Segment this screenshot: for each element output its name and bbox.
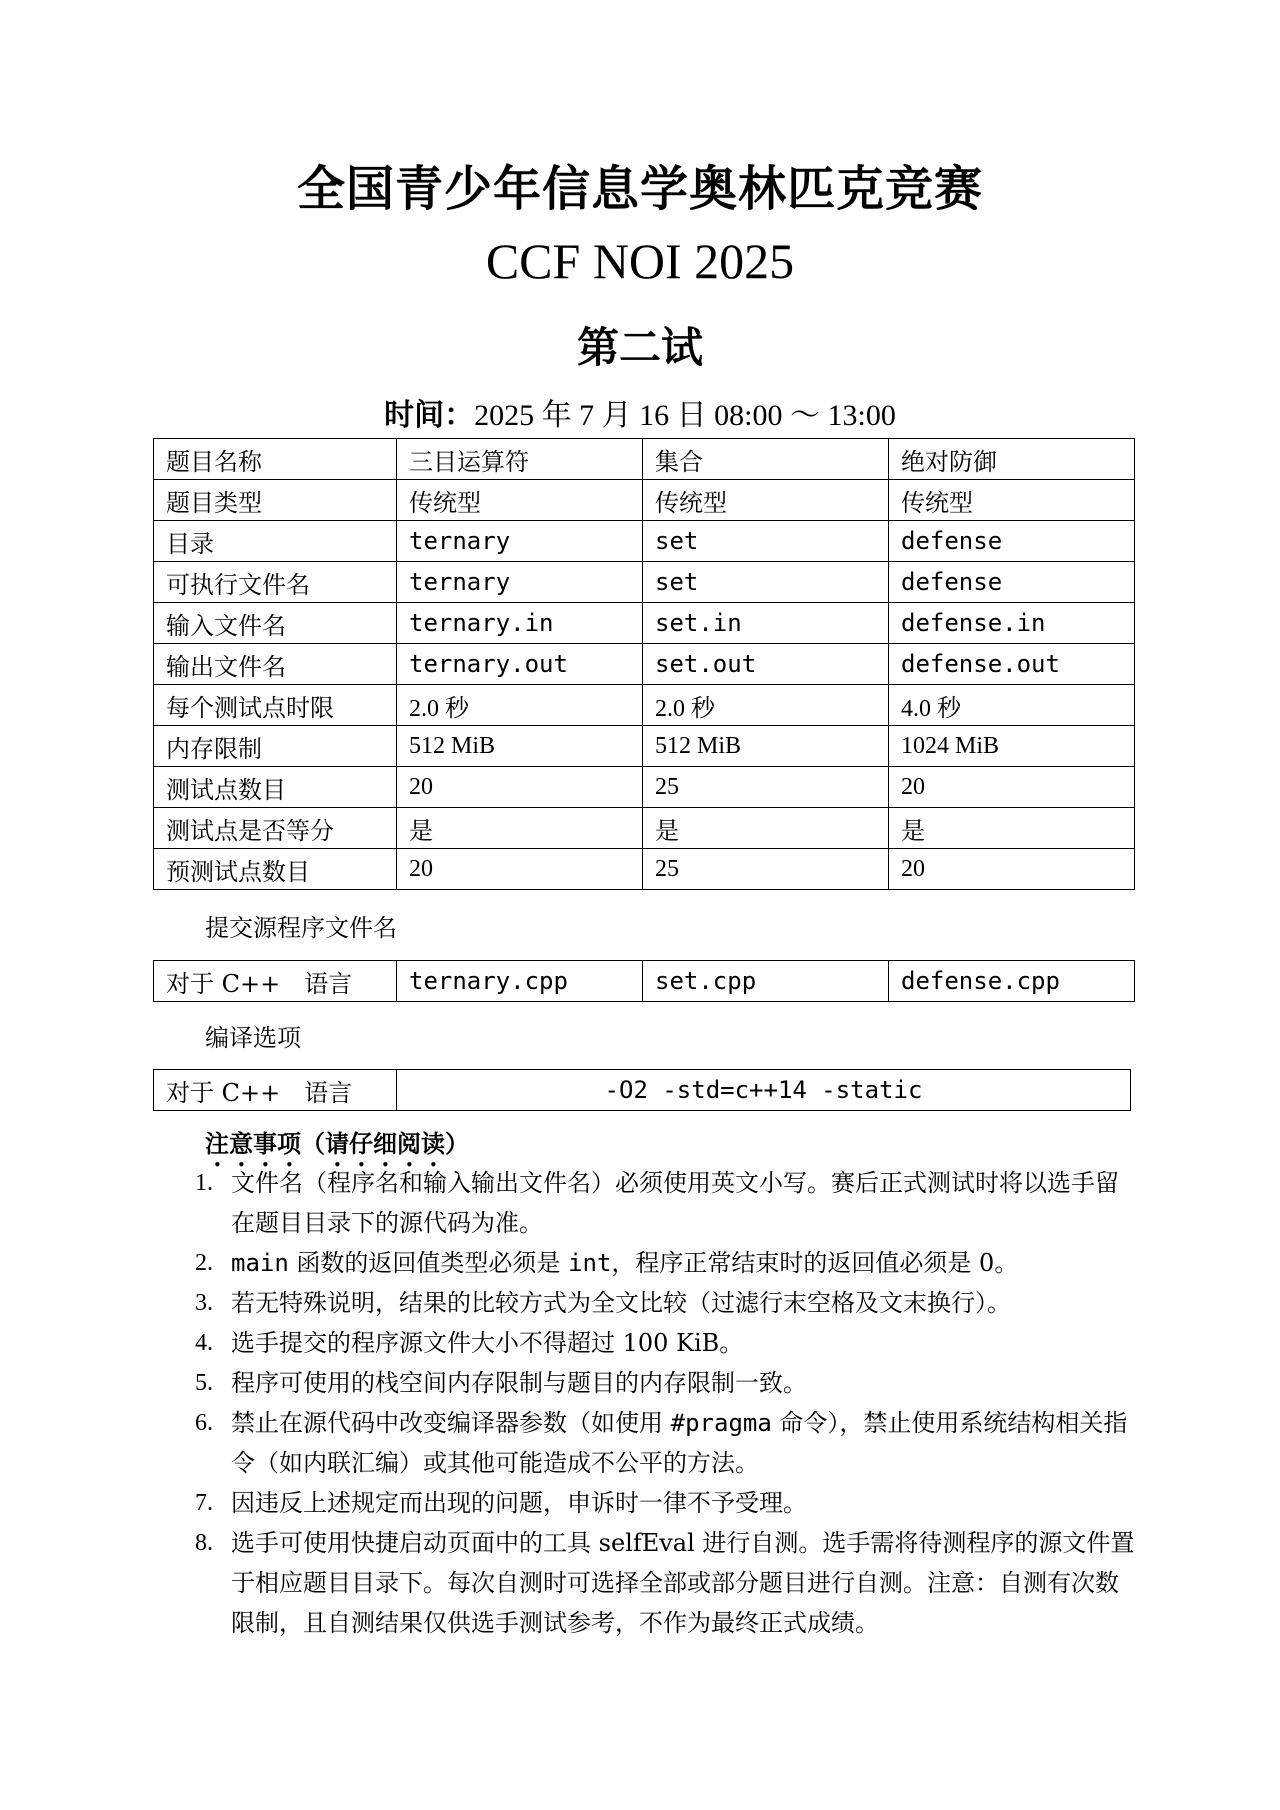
item-text: 因违反上述规定而出现的问题，申诉时一律不予受理。 (231, 1489, 807, 1517)
item-text: 选手提交的程序源文件大小不得超过 100 KiB。 (231, 1329, 744, 1357)
submit-file-set: set.cpp (643, 961, 889, 1002)
row-label: 题目名称 (154, 439, 397, 480)
item-number: 3. (195, 1290, 213, 1316)
row-label: 内存限制 (154, 726, 397, 767)
item-number: 1. (195, 1170, 213, 1196)
list-item (195, 1243, 1135, 1283)
item-text: 程序可使用的栈空间内存限制与题目的内存限制一致。 (231, 1369, 807, 1397)
item-number: 5. (195, 1370, 213, 1396)
round-title: 第二试 (576, 323, 703, 372)
compile-options-table (153, 1069, 1131, 1111)
problem-info-table (153, 438, 1135, 890)
table-row (154, 480, 1135, 521)
notes-title-sub: （请仔细阅读） (301, 1130, 469, 1158)
submit-file-defense: defense.cpp (889, 961, 1135, 1002)
table-cell: 20 (889, 767, 1135, 808)
row-label: 测试点是否等分 (154, 808, 397, 849)
table-cell: 20 (397, 849, 643, 890)
table-row (154, 644, 1135, 685)
table-cell: 4.0 秒 (889, 685, 1135, 726)
item-text: 若无特殊说明，结果的比较方式为全文比较（过滤行末空格及文末换行）。 (231, 1289, 1011, 1317)
list-item (195, 1363, 1135, 1403)
table-cell: 2.0 秒 (643, 685, 889, 726)
table-cell: ternary (397, 521, 643, 562)
table-cell: 1024 MiB (889, 726, 1135, 767)
code-main: main (231, 1249, 289, 1277)
table-cell: set.out (643, 644, 889, 685)
table-cell: 集合 (643, 439, 889, 480)
item-text: 选手可使用快捷启动页面中的工具 selfEval 进行自测。选手需将待测程序的源文件置于相应题目目录下。每次自测时可选择全部或部分题目进行自测。注意：自测有次数限制，且自测结果仅供选手测试参考，不作为最终正式成绩。 (231, 1529, 1135, 1637)
table-cell: 25 (643, 849, 889, 890)
list-item (195, 1283, 1135, 1323)
table-cell: 2.0 秒 (397, 685, 643, 726)
row-label: 每个测试点时限 (154, 685, 397, 726)
table-row (154, 1070, 1131, 1111)
item-text: ，程序正常结束时的返回值必须是 0。 (611, 1249, 1019, 1277)
list-item (195, 1403, 1135, 1483)
table-row (154, 726, 1135, 767)
row-label: 对于 C++ 语言 (154, 1070, 397, 1111)
table-cell: 传统型 (397, 480, 643, 521)
item-number: 8. (195, 1530, 213, 1556)
table-cell: 512 MiB (643, 726, 889, 767)
time-value: 2025 年 7 月 16 日 08:00 ～ 13:00 (474, 399, 896, 432)
list-item (195, 1523, 1135, 1643)
table-cell: ternary.in (397, 603, 643, 644)
table-cell: ternary.out (397, 644, 643, 685)
item-text: 文件名（程序名和输入输出文件名）必须使用英文小写。赛后正式测试时将以选手留在题目目录下的源代码为准。 (231, 1169, 1119, 1237)
table-cell: defense.out (889, 644, 1135, 685)
row-label: 题目类型 (154, 480, 397, 521)
table-cell: 传统型 (889, 480, 1135, 521)
table-cell: 是 (397, 808, 643, 849)
time-label: 时间： (384, 398, 475, 433)
table-cell: set (643, 521, 889, 562)
table-row (154, 603, 1135, 644)
table-cell: 512 MiB (397, 726, 643, 767)
row-label: 对于 C++ 语言 (154, 961, 397, 1002)
time-line (0, 390, 1280, 434)
item-text: 命令），禁止使用系统结构相关指令（如内联汇编）或其他可能造成不公平的方法。 (231, 1409, 1128, 1477)
compile-options-label: 编译选项 (205, 1024, 301, 1052)
list-item (195, 1483, 1135, 1523)
table-cell: defense (889, 562, 1135, 603)
table-cell: defense.in (889, 603, 1135, 644)
item-text: 禁止在源代码中改变编译器参数（如使用 (231, 1409, 671, 1437)
table-cell: set.in (643, 603, 889, 644)
table-cell: 是 (643, 808, 889, 849)
table-cell: set (643, 562, 889, 603)
table-cell: 三目运算符 (397, 439, 643, 480)
table-cell: 是 (889, 808, 1135, 849)
row-label: 可执行文件名 (154, 562, 397, 603)
table-row (154, 439, 1135, 480)
code-int: int (568, 1249, 612, 1277)
row-label: 目录 (154, 521, 397, 562)
table-row (154, 521, 1135, 562)
table-cell: 20 (397, 767, 643, 808)
list-item (195, 1323, 1135, 1363)
title-chinese: 全国青少年信息学奥林匹克竞赛 (296, 161, 983, 217)
table-row (154, 767, 1135, 808)
table-row (154, 808, 1135, 849)
submit-files-table (153, 960, 1135, 1002)
list-item (195, 1163, 1135, 1243)
table-cell: 25 (643, 767, 889, 808)
table-cell: 传统型 (643, 480, 889, 521)
submit-file-ternary: ternary.cpp (397, 961, 643, 1002)
table-row (154, 849, 1135, 890)
title-english: CCF NOI 2025 (485, 233, 795, 289)
row-label: 输出文件名 (154, 644, 397, 685)
code-pragma: #pragma (670, 1409, 772, 1437)
notes-list (195, 1163, 1135, 1643)
notes-title-main: 注意事项 (205, 1130, 301, 1158)
row-label: 输入文件名 (154, 603, 397, 644)
item-text: 函数的返回值类型必须是 (288, 1249, 569, 1277)
table-cell: defense (889, 521, 1135, 562)
table-row (154, 685, 1135, 726)
compile-flags: -O2 -std=c++14 -static (397, 1070, 1131, 1111)
item-number: 4. (195, 1330, 213, 1356)
item-number: 6. (195, 1410, 213, 1436)
submit-files-label: 提交源程序文件名 (205, 914, 397, 942)
row-label: 测试点数目 (154, 767, 397, 808)
row-label: 预测试点数目 (154, 849, 397, 890)
table-cell: ternary (397, 562, 643, 603)
table-row (154, 961, 1135, 1002)
table-cell: 绝对防御 (889, 439, 1135, 480)
item-number: 2. (195, 1250, 213, 1276)
table-cell: 20 (889, 849, 1135, 890)
item-number: 7. (195, 1490, 213, 1516)
table-row (154, 562, 1135, 603)
